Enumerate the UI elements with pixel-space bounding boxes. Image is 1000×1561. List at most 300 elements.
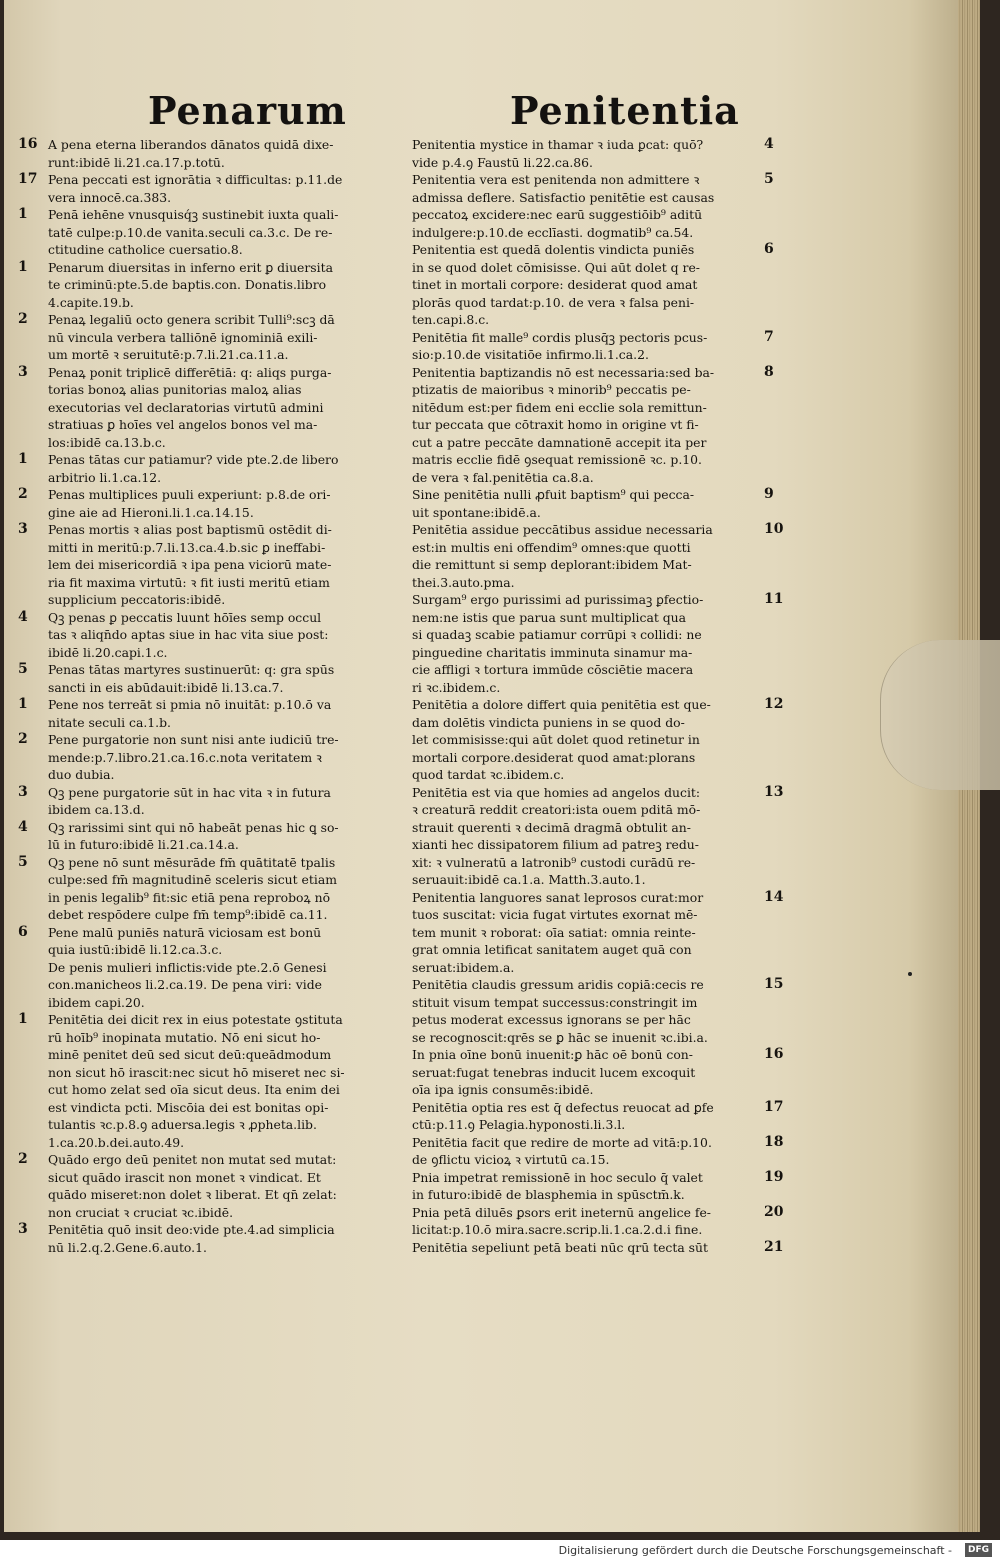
text-line (412, 679, 797, 697)
entry-number: 8 (764, 363, 774, 380)
entry-text: Penitētia fit malle⁹ cordis plusq̄ꝫ pectoris pcus- (412, 329, 708, 345)
entry-text: executorias vel declaratorias virtutū admini (48, 399, 324, 415)
entry-number: 1 (18, 258, 28, 275)
entry-text: thei.3.auto.pma. (412, 574, 515, 590)
text-line (412, 1221, 797, 1239)
text-line (18, 644, 403, 662)
text-line (412, 889, 797, 907)
entry-text: ibidē li.20.capi.1.c. (48, 644, 168, 660)
text-line (18, 136, 403, 154)
entry-text: mitti in meritū:p.7.li.13.ca.4.b.sic ꝑ ineffabi- (48, 539, 326, 555)
text-line (18, 906, 403, 924)
entry-number: 6 (18, 923, 28, 940)
text-line (412, 311, 797, 329)
entry-text: Pnia petā diluēs ꝑsors erit ineternū angelice fe- (412, 1204, 711, 1220)
entry-text: seruauit:ibidē ca.1.a. Matth.3.auto.1. (412, 872, 646, 887)
text-line (412, 906, 797, 924)
entry-text: 4.capite.19.b. (48, 294, 134, 310)
entry-text: matris ecclie fidē ꝯsequat remissionē ꝛc. p.10. (412, 452, 702, 467)
entry-text: Qꝫ rarissimi sint qui nō habeāt penas hic ꝗ so- (48, 819, 339, 835)
text-line (18, 1046, 403, 1064)
text-line (18, 154, 403, 172)
text-line (412, 416, 797, 434)
entry-text: Penaꝝ ponit triplicē differētiā: q: aliqs purga- (48, 364, 332, 380)
text-line (18, 486, 403, 504)
text-line (412, 1134, 797, 1152)
entry-number: 1 (18, 1011, 28, 1027)
entry-text: Surgam⁹ ergo purissimi ad purissimaꝫ ꝑfectio- (412, 592, 704, 607)
entry-text: si quadaꝫ scabie patiamur corrūpi ꝛ collidi: ne (412, 627, 702, 642)
entry-text: De penis mulieri inflictis:vide pte.2.ō Genesi (48, 959, 327, 975)
text-line (412, 749, 797, 767)
entry-text: Penitentia mystice in thamar ꝛ iuda ꝑcat: quō? (412, 137, 704, 152)
entry-number: 10 (764, 521, 784, 537)
text-line (18, 941, 403, 959)
entry-text: uit spontane:ibidē.a. (412, 504, 541, 520)
entry-text: runt:ibidē li.21.ca.17.p.totū. (48, 154, 225, 170)
entry-text: sicut quādo irascit non monet ꝛ vindicat. Et (48, 1169, 321, 1185)
text-line (412, 294, 797, 312)
entry-text: dam dolētis vindicta puniens in se quod do- (412, 714, 685, 730)
text-line (18, 1116, 403, 1134)
text-line (412, 504, 797, 522)
entry-number: 2 (18, 1151, 28, 1167)
text-line (18, 521, 403, 539)
text-line (412, 626, 797, 644)
text-line (18, 189, 403, 207)
entry-text: stratiuas ꝑ hoīes vel angelos bonos vel ma- (48, 417, 318, 432)
text-line (412, 574, 797, 592)
text-line (18, 661, 403, 679)
entry-text: quia iustū:ibidē li.12.ca.3.c. (48, 942, 223, 957)
left-column (18, 136, 403, 1256)
entry-text: Penas mortis ꝛ alias post baptismū ostēdit di- (48, 522, 332, 537)
entry-text: In pnia oīne bonū inuenit:ꝑ hāc oē bonū con- (412, 1047, 693, 1062)
text-line (412, 486, 797, 504)
text-line (18, 556, 403, 574)
entry-text: Sine penitētia nulli ꝓfuit baptism⁹ qui pecca- (412, 487, 695, 502)
text-line (412, 836, 797, 854)
entry-text: nitate seculi ca.1.b. (48, 714, 171, 730)
entry-text: Pnia impetrat remissionē in hoc seculo q̄ valet (412, 1169, 703, 1185)
text-line (412, 696, 797, 714)
text-line (412, 539, 797, 557)
entry-number: 18 (764, 1133, 784, 1150)
entry-text: Pena peccati est ignorātia ꝛ difficultas: p.11.de (48, 172, 343, 187)
text-line (412, 801, 797, 819)
entry-text: Pene nos terreāt si pmia nō inuitāt: p.10.ō va (48, 697, 332, 712)
text-line (18, 1064, 403, 1082)
entry-text: de ꝯflictu vicioꝝ ꝛ virtutū ca.15. (412, 1152, 610, 1167)
text-line (18, 994, 403, 1012)
entry-text: se recognoscit:qrēs se ꝑ hāc se inuenit ꝛc.ibi.a. (412, 1029, 708, 1045)
entry-number: 15 (764, 976, 784, 992)
text-line (412, 941, 797, 959)
text-line (18, 1186, 403, 1204)
text-line (18, 381, 403, 399)
entry-text: petus moderat excessus ignorans se per hāc (412, 1012, 691, 1027)
entry-number: 17 (18, 171, 38, 187)
text-line (412, 1099, 797, 1117)
text-line (18, 924, 403, 942)
entry-text: in futuro:ibidē de blasphemia in spūsctm̄.k. (412, 1187, 685, 1202)
text-line (412, 1169, 797, 1187)
text-line (412, 661, 797, 679)
entry-text: duo dubia. (48, 767, 115, 782)
entry-text: let commisisse:qui aūt dolet quod retinetur in (412, 732, 700, 747)
text-line (412, 259, 797, 277)
entry-number: 3 (18, 1221, 28, 1237)
text-line (18, 416, 403, 434)
entry-text: torias bonoꝝ alias punitorias maloꝝ alias (48, 382, 302, 397)
entry-text: sancti in eis abūdauit:ibidē li.13.ca.7. (48, 679, 284, 695)
entry-number: 3 (18, 521, 28, 537)
text-line (412, 364, 797, 382)
text-line (412, 136, 797, 154)
entry-text: gine aie ad Hieroni.li.1.ca.14.15. (48, 504, 254, 520)
entry-number: 4 (764, 136, 774, 152)
text-line (18, 364, 403, 382)
text-line (412, 1046, 797, 1064)
dfg-logo: DFG (965, 1543, 992, 1557)
entry-number: 11 (764, 591, 784, 607)
entry-text: A pena eterna liberandos dānatos quidā dixe- (48, 137, 334, 152)
entry-text: quod tardat ꝛc.ibidem.c. (412, 767, 565, 782)
text-line (18, 1204, 403, 1222)
entry-text: non sicut hō irascit:nec sicut hō miseret nec si- (48, 1064, 345, 1080)
text-line (412, 206, 797, 224)
entry-text: grat omnia letificat sanitatem auget quā con (412, 942, 692, 957)
text-line (18, 171, 403, 189)
entry-number: 14 (764, 888, 784, 905)
text-line (18, 1099, 403, 1117)
text-line (412, 766, 797, 784)
entry-text: seruat:fugat tenebras inducit lucem excoquit (412, 1064, 696, 1080)
entry-text: tur peccata que cōtraxit homo in origine vt fi- (412, 417, 699, 432)
entry-text: ctū:p.11.ꝯ Pelagia.hyponosti.li.3.l. (412, 1117, 626, 1132)
text-line (18, 1221, 403, 1239)
entry-text: xianti hec dissipatorem filium ad patreꝫ redu- (412, 837, 699, 852)
text-line (412, 959, 797, 977)
entry-text: stituit visum tempat successus:constringit im (412, 994, 698, 1010)
entry-text: Penitētia facit que redire de morte ad vitā:p.10. (412, 1134, 712, 1150)
entry-text: tulantis ꝛc.p.8.ꝯ aduersa.legis ꝛ ꝓpheta.lib. (48, 1117, 317, 1132)
text-line (412, 469, 797, 487)
entry-text: mortali corpore.desiderat quod amat:plorans (412, 749, 696, 765)
entry-text: licitat:p.10.ō mira.sacre.scrip.li.1.ca.2.d.i fine. (412, 1222, 703, 1237)
text-line (412, 1186, 797, 1204)
text-line (18, 714, 403, 732)
entry-text: plorās quod tardat:p.10. de vera ꝛ falsa peni- (412, 294, 695, 310)
text-line (412, 276, 797, 294)
text-line (18, 574, 403, 592)
text-line (412, 171, 797, 189)
entry-text: quādo miseret:non dolet ꝛ liberat. Et qn̄ zelat: (48, 1187, 337, 1202)
text-line (18, 609, 403, 627)
page-clip (880, 640, 1000, 790)
entry-text: seruat:ibidem.a. (412, 959, 515, 975)
text-line (412, 714, 797, 732)
entry-text: admissa deflere. Satisfactio penitētie est causas (412, 189, 715, 205)
entry-number: 16 (764, 1046, 784, 1062)
entry-text: Pene purgatorie non sunt nisi ante iudiciū tre- (48, 732, 339, 747)
entry-text: culpe:sed fm̄ magnitudinē sceleris sicut etiam (48, 872, 337, 887)
header-right: Penitentia (510, 88, 740, 133)
entry-number: 6 (764, 241, 774, 257)
text-line (412, 399, 797, 417)
text-line (412, 1011, 797, 1029)
entry-text: tuos suscitat: vicia fugat virtutes exornat mē- (412, 907, 698, 922)
text-line (18, 1134, 403, 1152)
entry-number: 3 (18, 783, 28, 800)
entry-text: Penitētia a dolore differt quia penitētia est que- (412, 697, 711, 712)
entry-number: 1 (18, 451, 28, 467)
entry-text: um mortē ꝛ seruitutē:p.7.li.21.ca.11.a. (48, 347, 289, 362)
text-line (412, 329, 797, 347)
entry-text: Penas multiplices puuli experiunt: p.8.de ori- (48, 487, 331, 502)
text-line (18, 819, 403, 837)
text-line (18, 504, 403, 522)
entry-text: est:in multis eni offendim⁹ omnes:que quotti (412, 539, 691, 555)
entry-text: in penis legalib⁹ fit:sic etiā pena reproboꝝ nō (48, 889, 331, 905)
entry-number: 1 (18, 696, 28, 712)
entry-text: con.manicheos li.2.ca.19. De pena viri: vide (48, 977, 322, 992)
text-line (18, 1081, 403, 1099)
text-line (18, 206, 403, 224)
text-line (412, 1064, 797, 1082)
entry-text: Penitētia quō insit deo:vide pte.4.ad simplicia (48, 1222, 335, 1237)
text-line (18, 1151, 403, 1169)
entry-text: Pene malū puniēs naturā viciosam est bonū (48, 924, 322, 940)
text-line (18, 854, 403, 872)
entry-text: los:ibidē ca.13.b.c. (48, 434, 166, 450)
entry-text: lū in futuro:ibidē li.21.ca.14.a. (48, 837, 239, 852)
entry-number: 12 (764, 696, 784, 712)
entry-text: in se quod dolet cōmisisse. Qui aūt dolet q re- (412, 259, 700, 275)
entry-number: 21 (764, 1238, 784, 1255)
text-line (412, 1081, 797, 1099)
entry-text: cut homo zelat sed oīa sicut deus. Ita enim dei (48, 1082, 340, 1097)
entry-text: tas ꝛ aliqn̄do aptas siue in hac vita siue post: (48, 627, 329, 642)
text-line (412, 854, 797, 872)
text-line (18, 259, 403, 277)
entry-text: nem:ne istis que parua sunt multiplicat qua (412, 609, 687, 625)
text-line (18, 1011, 403, 1029)
entry-text: oīa ipa ignis consumēs:ibidē. (412, 1082, 594, 1097)
text-line (18, 539, 403, 557)
entry-number: 13 (764, 783, 784, 800)
entry-number: 5 (764, 171, 774, 187)
entry-text: ibidem ca.13.d. (48, 802, 145, 817)
entry-text: ibidem capi.20. (48, 994, 145, 1010)
entry-number: 2 (18, 311, 28, 327)
entry-number: 4 (18, 818, 28, 835)
text-line (18, 731, 403, 749)
entry-text: minē penitet deū sed sicut deū:queādmodum (48, 1047, 332, 1062)
entry-text: tem munit ꝛ roborat: oīa satiat: omnia reinte- (412, 924, 696, 940)
text-line (18, 224, 403, 242)
footer-text: Digitalisierung gefördert durch die Deutsche Forschungsgemeinschaft - (558, 1544, 952, 1557)
entry-text: Penitētia sepeliunt petā beati nūc qrū tecta sūt (412, 1239, 708, 1255)
text-line (18, 311, 403, 329)
text-line (18, 241, 403, 259)
text-line (412, 731, 797, 749)
entry-text: ria fit maxima virtutū: ꝛ fit iusti meritū etiam (48, 574, 330, 590)
entry-text: xit: ꝛ vulneratū a latronib⁹ custodi curādū re- (412, 854, 696, 870)
text-line (412, 381, 797, 399)
text-line (18, 871, 403, 889)
entry-number: 4 (18, 608, 28, 625)
text-line (412, 451, 797, 469)
entry-text: debet respōdere culpe fm̄ temp⁹:ibidē ca.11. (48, 907, 328, 922)
entry-number: 1 (18, 206, 28, 222)
entry-text: tatē culpe:p.10.de vanita.seculi ca.3.c. De re- (48, 224, 333, 240)
entry-text: ptizatis de maioribus ꝛ minorib⁹ peccatis pe- (412, 382, 691, 397)
text-line (18, 1239, 403, 1257)
entry-text: ꝛ creaturā reddit creatori:ista ouem pditā mō- (412, 802, 701, 817)
entry-text: Qꝫ pene nō sunt mēsurāde fm̄ quātitatē tpalis (48, 854, 336, 870)
entry-text: die remittunt si semp deplorant:ibidem Mat- (412, 557, 692, 572)
text-line (412, 346, 797, 364)
text-line (412, 1239, 797, 1257)
entry-text: Penitētia claudis gressum aridis copiā:cecis re (412, 977, 704, 992)
entry-number: 19 (764, 1168, 784, 1185)
entry-text: mende:p.7.libro.21.ca.16.c.nota veritatem ꝛ (48, 749, 322, 765)
entry-text: pinguedine charitatis imminuta sinamur ma- (412, 644, 693, 660)
text-line (18, 784, 403, 802)
entry-text: cut a patre peccāte damnationē accepit ita per (412, 434, 707, 450)
entry-text: arbitrio li.1.ca.12. (48, 469, 162, 485)
entry-text: rū hoīb⁹ inopinata mutatio. Nō eni sicut ho- (48, 1029, 321, 1045)
text-line (412, 224, 797, 242)
entry-text: strauit querenti ꝛ decimā dragmā obtulit an- (412, 819, 691, 835)
text-line (412, 241, 797, 259)
entry-number: 2 (18, 731, 28, 747)
entry-number: 20 (764, 1203, 784, 1220)
text-line (412, 1116, 797, 1134)
text-line (18, 959, 403, 977)
text-line (18, 679, 403, 697)
entry-text: Penas tātas cur patiamur? vide pte.2.de libero (48, 452, 339, 467)
text-line (18, 1029, 403, 1047)
text-line (412, 154, 797, 172)
text-line (18, 889, 403, 907)
text-line (18, 451, 403, 469)
text-line (412, 521, 797, 539)
entry-number: 7 (764, 328, 774, 345)
text-line (18, 434, 403, 452)
text-line (412, 1204, 797, 1222)
entry-text: tinet in mortali corpore: desiderat quod amat (412, 277, 698, 292)
text-line (18, 696, 403, 714)
entry-text: Penarum diuersitas in inferno erit ꝑ diuersita (48, 259, 333, 275)
text-line (412, 591, 797, 609)
entry-text: supplicium peccatoris:ibidē. (48, 592, 226, 607)
text-line (18, 276, 403, 294)
entry-number: 17 (764, 1098, 784, 1115)
text-line (412, 819, 797, 837)
text-line (18, 976, 403, 994)
text-line (412, 609, 797, 627)
text-line (18, 346, 403, 364)
text-line (412, 871, 797, 889)
text-line (412, 1029, 797, 1047)
text-line (18, 591, 403, 609)
entry-text: Penitentia vera est penitenda non admittere ꝛ (412, 172, 700, 187)
entry-text: Penas tātas martyres sustinuerūt: q: gra spūs (48, 662, 335, 677)
entry-text: Penā iehēne vnusquisq́ꝫ sustinebit iuxta quali- (48, 207, 339, 222)
text-line (412, 924, 797, 942)
text-line (412, 434, 797, 452)
text-line (18, 294, 403, 312)
text-line (412, 556, 797, 574)
entry-text: indulgere:p.10.de ecclīasti. dogmatib⁹ ca.54. (412, 224, 694, 240)
entry-text: ten.capi.8.c. (412, 312, 490, 327)
text-line (18, 626, 403, 644)
text-line (18, 749, 403, 767)
entry-text: nū li.2.q.2.Gene.6.auto.1. (48, 1239, 207, 1255)
entry-text: lem dei misericordiā ꝛ ipa pena viciorū mate- (48, 557, 332, 572)
entry-text: nitēdum est:per fidem eni ecclie sola remittun- (412, 399, 707, 415)
entry-text: te criminū:pte.5.de baptis.con. Donatis.libro (48, 277, 327, 292)
entry-number: 5 (18, 661, 28, 677)
entry-text: Penitētia optia res est q̄ defectus reuocat ad ꝑfe (412, 1099, 714, 1115)
text-line (18, 329, 403, 347)
entry-text: Penitentia languores sanat leprosos curat:mor (412, 889, 704, 905)
entry-text: ctitudine catholice cuersatio.8. (48, 242, 243, 257)
entry-text: est vindicta pcti. Miscōia dei est bonitas opi- (48, 1099, 329, 1115)
text-line (412, 976, 797, 994)
entry-number: 2 (18, 486, 28, 502)
text-line (412, 644, 797, 662)
entry-text: Qꝫ penas ꝑ peccatis luunt hōīes semp occul (48, 609, 322, 625)
footer-bar (0, 1540, 1000, 1561)
entry-text: de vera ꝛ fal.penitētia ca.8.a. (412, 469, 594, 485)
text-line (18, 399, 403, 417)
text-line (18, 836, 403, 854)
entry-text: 1.ca.20.b.dei.auto.49. (48, 1134, 185, 1150)
entry-text: Penitētia dei dicit rex in eius potestate ꝯstituta (48, 1012, 343, 1027)
entry-number: 3 (18, 363, 28, 380)
entry-text: Qꝫ pene purgatorie sūt in hac vita ꝛ in futura (48, 784, 331, 800)
text-line (18, 1169, 403, 1187)
entry-text: ri ꝛc.ibidem.c. (412, 679, 501, 695)
text-line (412, 1151, 797, 1169)
header-left: Penarum (148, 88, 347, 133)
text-line (18, 469, 403, 487)
entry-text: vera innocē.ca.383. (48, 189, 172, 205)
ink-dot (908, 972, 912, 976)
text-line (412, 189, 797, 207)
entry-text: Penitentia est quedā dolentis vindicta puniēs (412, 242, 695, 257)
entry-text: sio:p.10.de visitatiōe infirmo.li.1.ca.2. (412, 347, 649, 362)
entry-text: vide p.4.ꝯ Faustū li.22.ca.86. (412, 154, 593, 170)
right-column (412, 136, 797, 1256)
entry-text: Penitētia est via que homies ad angelos ducit: (412, 784, 701, 800)
text-line (412, 784, 797, 802)
text-line (18, 766, 403, 784)
entry-number: 9 (764, 486, 774, 502)
entry-text: Penaꝝ legaliū octo genera scribit Tulli⁹:scꝫ dā (48, 312, 335, 327)
entry-text: non cruciat ꝛ cruciat ꝛc.ibidē. (48, 1204, 234, 1220)
text-line (412, 994, 797, 1012)
entry-text: Quādo ergo deū penitet non mutat sed mutat: (48, 1152, 337, 1167)
entry-number: 16 (18, 136, 38, 152)
entry-number: 5 (18, 853, 28, 870)
entry-text: Penitentia baptizandis nō est necessaria:sed ba- (412, 364, 715, 380)
entry-text: peccatoꝝ excidere:nec earū suggestiōib⁹ aditū (412, 207, 703, 222)
entry-text: cie affligi ꝛ tortura immūde cōsciētie macera (412, 662, 694, 677)
